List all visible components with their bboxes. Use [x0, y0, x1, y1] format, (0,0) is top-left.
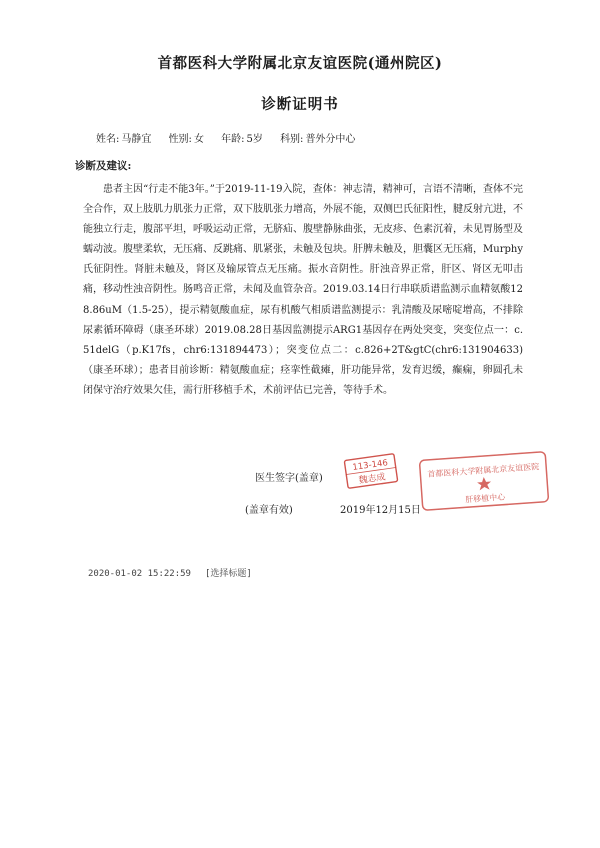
- patient-info-row: [96, 130, 369, 145]
- diagnosis-section-title: 诊断及建议:: [75, 160, 132, 172]
- hospital-stamp-dept: 肝移植中心: [464, 492, 506, 505]
- sex-label: 性别:: [168, 134, 192, 145]
- patient-sex: 女: [193, 134, 204, 145]
- age-label: 年龄:: [221, 134, 245, 145]
- doctor-stamp-name: 魏志成: [358, 472, 387, 487]
- patient-department: 普外分中心: [305, 134, 356, 145]
- doctor-stamp-id: 113-146: [351, 458, 389, 473]
- name-label: 姓名:: [96, 134, 120, 145]
- doctor-stamp: [343, 453, 399, 490]
- patient-age: 5岁: [246, 134, 263, 145]
- diagnosis-body: [83, 180, 523, 401]
- hospital-stamp-text: 首都医科大学附属北京友谊医院: [427, 462, 540, 479]
- timestamp-value: 2020-01-02 15:22:59: [88, 569, 191, 579]
- patient-name: 马静宜: [121, 134, 152, 145]
- hospital-name: 首都医科大学附属北京友谊医院(通州院区): [157, 55, 443, 72]
- select-title-link[interactable]: [选择标题]: [204, 569, 252, 579]
- star-icon: [477, 477, 492, 491]
- diagnosis-paragraph: 患者主因“行走不能3年。”于2019-11-19入院，查体：神志清，精神可，言语不清晰，查体不完全合作，双上肢肌力肌张力正常，双下肢肌张力增高，外展不能，双侧巴氏征阳性，腱反射亢进，不能独立行走，腹部平坦，呼吸运动正常，无脐疝、腹壁静脉曲张，无皮疹、色素沉着，未见胃肠型及蠕动波。腹壁柔软，无压痛、反跳痛、肌紧张，未触及包块。肝脾未触及，胆囊区无压痛，Murphy氏征阴性。肾脏未触及，肾区及输尿管点无压痛。振水音阴性。肝浊音界正常，肝区、肾区无叩击痛，移动性浊音阴性。肠鸣音正常，未闻及血管杂音。2019.03.14日行串联质谱监测示血精氨酸128.86uM（1.5-25），提示精氨酸血症，尿有机酸气相质谱监测提示：乳清酸及尿嘧啶增高，不排除尿素循环障碍（康圣环球）2019.08.28日基因监测提示ARG1基因存在两处突变，突变位点一：c.51delG（p.K17fs，chr6:131894473）；突变位点二：c.826+2T&gtC(chr6:131904633)（康圣环球）；患者目前诊断：精氨酸血症；痉挛性截瘫，肝功能异常，发育迟缓，癫痫，卵圆孔未闭保守治疗效果欠佳，需行肝移植手术，术前评估已完善，等待手术。: [83, 184, 523, 396]
- document-title: 诊断证明书: [261, 96, 339, 113]
- print-timestamp: [88, 566, 252, 579]
- stamp-valid-note: (盖章有效): [245, 505, 293, 516]
- dept-label: 科别:: [280, 134, 304, 145]
- doctor-signature-label: 医生签字(盖章): [255, 473, 323, 484]
- issue-date: 2019年12月15日: [340, 505, 421, 516]
- hospital-stamp: [418, 451, 549, 512]
